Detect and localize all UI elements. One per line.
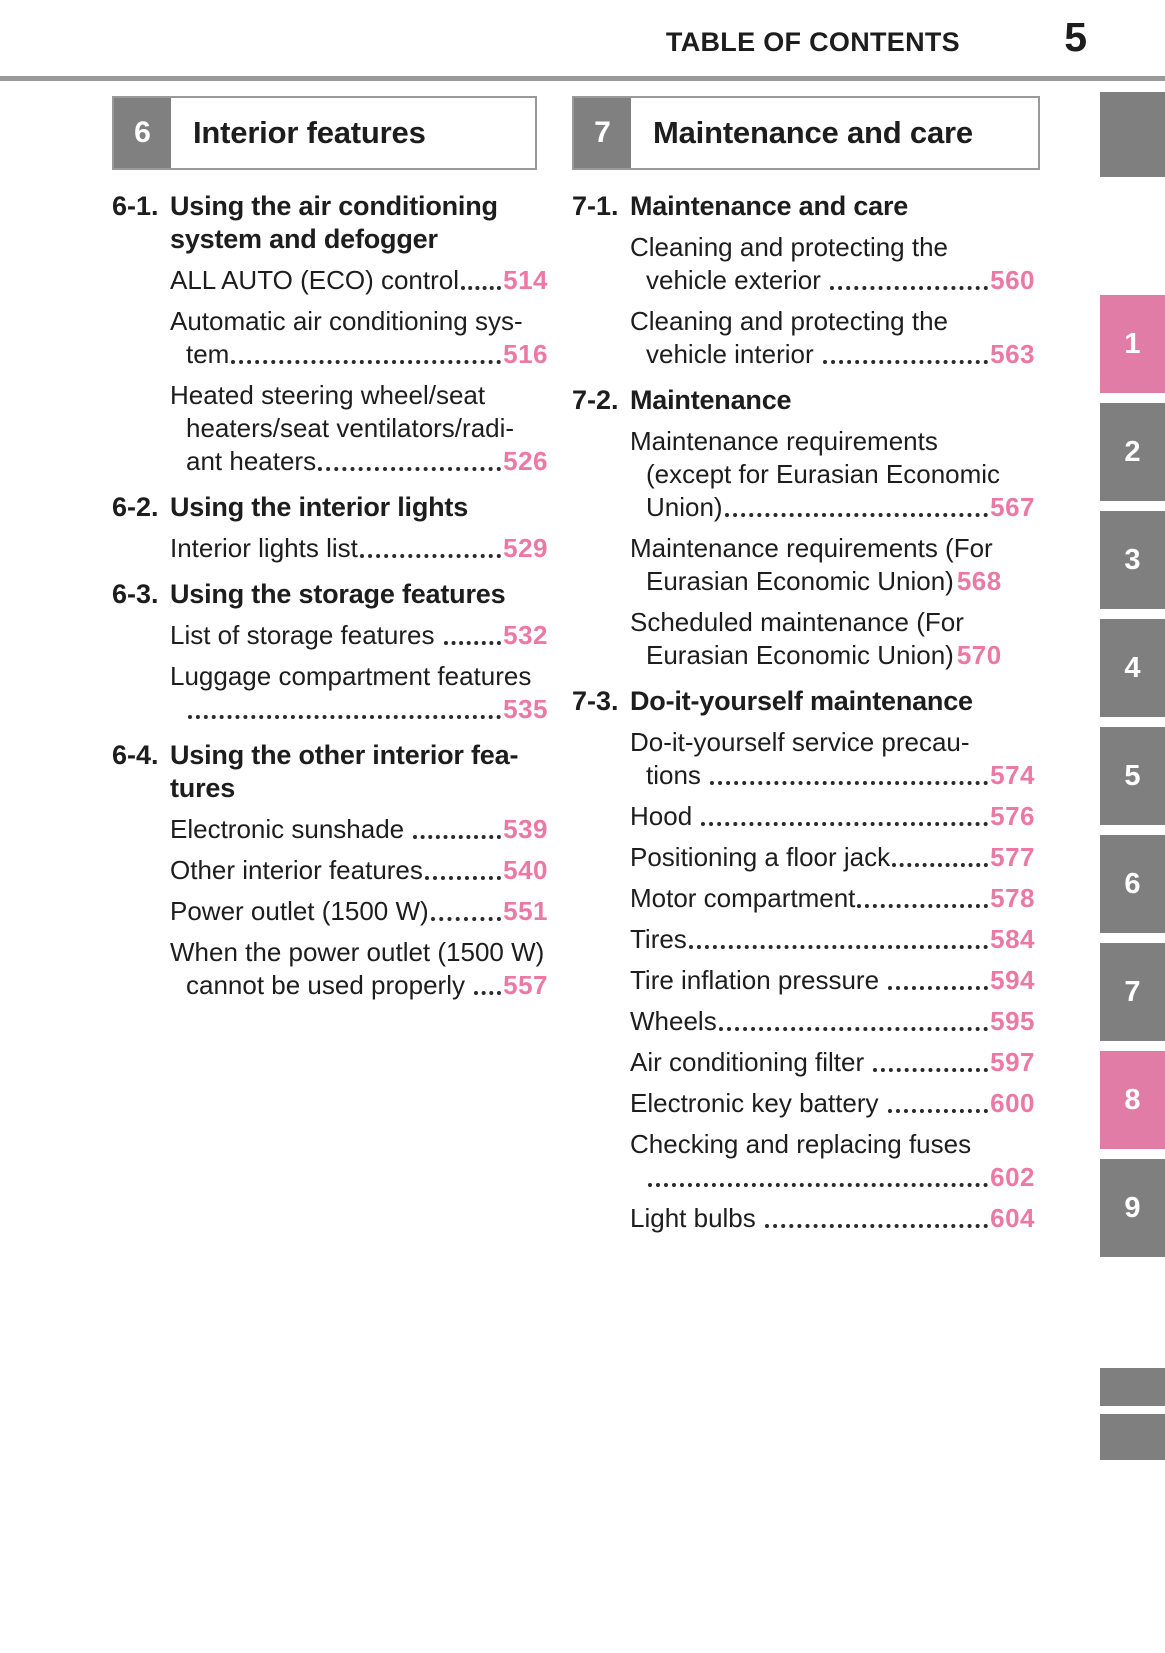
toc-entry-last-line [630, 491, 1035, 524]
dot-leader [431, 917, 501, 921]
toc-entry-page-number: 595 [990, 1006, 1035, 1036]
toc-entry-line [630, 425, 1035, 458]
toc-entry-last-line [170, 445, 548, 478]
toc-entry-text: Electronic sunshade [170, 814, 412, 844]
dot-leader [413, 835, 501, 839]
chapter-tab-6: 6 [1100, 835, 1165, 933]
toc-entry-line [630, 305, 1035, 338]
subsection-heading [112, 491, 548, 524]
dot-leader [318, 467, 501, 471]
dot-leader [360, 554, 501, 558]
subsection-number: 7-1. [572, 191, 619, 221]
toc-entry [630, 923, 1035, 956]
subsection-title-line: system and defogger [170, 224, 438, 254]
toc-entry-page-number: 563 [990, 339, 1035, 369]
chapter-tab-3: 3 [1100, 511, 1165, 609]
toc-entry-line [630, 606, 1035, 639]
subsection-number: 7-2. [572, 385, 619, 415]
toc-entry-text: tions [646, 760, 709, 790]
toc-entry-line [630, 231, 1035, 264]
toc-entry [630, 1087, 1035, 1120]
toc-entry-page-number: 597 [990, 1047, 1035, 1077]
toc-entry-text: Wheels [630, 1006, 717, 1036]
subsection-heading [572, 384, 1035, 417]
sidebar-bottom-block-1 [1100, 1368, 1165, 1406]
toc-entry-page-number: 568 [956, 566, 1002, 596]
toc-entry-text: ALL AUTO (ECO) control [170, 265, 459, 295]
toc-entry [630, 1005, 1035, 1038]
dot-leader [188, 715, 501, 719]
toc-entry-text: cannot be used properly [186, 970, 473, 1000]
subsection-title [170, 491, 468, 524]
toc-entry [170, 854, 548, 887]
dot-leader [710, 781, 988, 785]
subsection-title-line: Maintenance [630, 385, 792, 415]
toc-entry-last-line [630, 882, 1035, 915]
toc-entry-text: Heated steering wheel/seat [170, 380, 486, 410]
toc-entry-page-number: 551 [503, 896, 548, 926]
toc-entry-last-line [630, 338, 1035, 371]
toc-entry-last-line [630, 1087, 1035, 1120]
toc-entry-line [170, 305, 548, 338]
section-title: Interior features [193, 115, 426, 150]
toc-entry [170, 895, 548, 928]
toc-entry-last-line [630, 841, 1035, 874]
subsection-title-line: Using the other interior fea- [170, 740, 519, 770]
toc-entry [170, 660, 548, 726]
dot-leader [873, 1068, 988, 1072]
toc-entry-text: Interior lights list [170, 533, 358, 563]
toc-entry-last-line [630, 1005, 1035, 1038]
toc-entry [170, 264, 548, 297]
toc-entry-text: Union) [646, 492, 723, 522]
chapter-tab-2: 2 [1100, 403, 1165, 501]
toc-entry-page-number: 576 [990, 801, 1035, 831]
toc-entry-text: Air conditioning filter [630, 1047, 872, 1077]
toc-entry-text: Electronic key battery [630, 1088, 886, 1118]
dot-leader [892, 863, 988, 867]
toc-entry-text: vehicle exterior [646, 265, 829, 295]
toc-column-section-7 [572, 96, 1035, 1243]
sidebar-top-block [1100, 92, 1165, 177]
subsection-title [170, 578, 505, 611]
toc-entry-text: vehicle interior [646, 339, 821, 369]
toc-entry-last-line [170, 693, 548, 726]
toc-entry [630, 532, 1035, 598]
subsection-heading [572, 685, 1035, 718]
dot-leader [474, 991, 501, 995]
toc-entry-text: Eurasian Economic Union) [646, 566, 954, 596]
subsection-number: 7-3. [572, 686, 619, 716]
toc-entry-last-line [630, 923, 1035, 956]
chapter-tab-7: 7 [1100, 943, 1165, 1041]
header-title: TABLE OF CONTENTS [665, 27, 960, 57]
toc-entry-text: Tires [630, 924, 687, 954]
subsection-heading [112, 739, 548, 805]
toc-entry [630, 231, 1035, 297]
subsection-title [630, 384, 791, 417]
subsection-heading [112, 190, 548, 256]
toc-entry [170, 305, 548, 371]
subsection-number: 6-3. [112, 579, 159, 609]
toc-entry-text: Scheduled maintenance (For [630, 607, 964, 637]
toc-entry [630, 964, 1035, 997]
toc-entry-page-number: 557 [503, 970, 548, 1000]
subsection-title-line: Do-it-yourself maintenance [630, 686, 973, 716]
toc-entry-text: (except for Eurasian Economic [646, 459, 1001, 489]
toc-entry-page-number: 540 [503, 855, 548, 885]
toc-entry [630, 425, 1035, 524]
toc-entry-page-number: 567 [990, 492, 1035, 522]
toc-entry [630, 882, 1035, 915]
section-header-box [112, 96, 537, 170]
toc-entry-page-number: 514 [503, 265, 548, 295]
dot-leader [823, 360, 988, 364]
dot-leader [648, 1183, 988, 1187]
dot-leader [888, 1109, 988, 1113]
toc-entry-text: Eurasian Economic Union) [646, 640, 954, 670]
toc-entry-page-number: 600 [990, 1088, 1035, 1118]
subsection-number: 6-4. [112, 740, 159, 770]
subsection-heading [572, 190, 1035, 223]
toc-entry-text: Automatic air conditioning sys- [170, 306, 523, 336]
section-number-badge: 7 [574, 98, 631, 168]
toc-entry [630, 1128, 1035, 1194]
chapter-tab-4: 4 [1100, 619, 1165, 717]
toc-entry-last-line [170, 532, 548, 565]
toc-entry-text: Checking and replacing fuses [630, 1129, 972, 1159]
toc-entry-page-number: 539 [503, 814, 548, 844]
toc-entry-last-line [630, 800, 1035, 833]
toc-entry-text: Power outlet (1500 W) [170, 896, 429, 926]
toc-entry-line [630, 726, 1035, 759]
toc-entry-last-line [170, 969, 548, 1002]
toc-entry-text: Other interior features [170, 855, 423, 885]
toc-entry-last-line [630, 1161, 1035, 1194]
toc-entry-page-number: 516 [503, 339, 548, 369]
toc-entry [630, 305, 1035, 371]
toc-entry-text: Cleaning and protecting the [630, 232, 949, 262]
toc-entry [630, 1202, 1035, 1235]
toc-entry [630, 1046, 1035, 1079]
page-number: 5 [1064, 14, 1087, 60]
toc-entry-text: tem [186, 339, 230, 369]
toc-entry-text: Positioning a floor jack [630, 842, 891, 872]
subsection-title [630, 190, 908, 223]
toc-entry-text: List of storage features [170, 620, 442, 650]
toc-entry-text: Do-it-yourself service precau- [630, 727, 970, 757]
toc-entry-text: Tire inflation pressure [630, 965, 887, 995]
chapter-tab-9: 9 [1100, 1159, 1165, 1257]
toc-list [572, 190, 1035, 1235]
header-rule [0, 76, 1165, 81]
toc-entry-page-number: 594 [990, 965, 1035, 995]
toc-entry-last-line [630, 565, 1035, 598]
toc-entry-text: heaters/seat ventilators/radi- [186, 413, 515, 443]
section-title: Maintenance and care [653, 115, 973, 150]
toc-entry-page-number: 532 [503, 620, 548, 650]
toc-entry-last-line [170, 619, 548, 652]
toc-entry [170, 619, 548, 652]
toc-entry [170, 936, 548, 1002]
dot-leader [857, 904, 988, 908]
subsection-title-line: Using the air conditioning [170, 191, 498, 221]
toc-entry-text: Motor compartment [630, 883, 856, 913]
toc-entry-text: Maintenance requirements (For [630, 533, 993, 563]
toc-entry-text: Light bulbs [630, 1203, 763, 1233]
toc-entry-line [170, 660, 548, 693]
toc-entry-text: Luggage compartment features [170, 661, 532, 691]
toc-entry-text: Maintenance requirements [630, 426, 938, 456]
chapter-tab-5: 5 [1100, 727, 1165, 825]
subsection-title-line: Using the storage features [170, 579, 506, 609]
toc-entry-page-number: 584 [990, 924, 1035, 954]
toc-entry-last-line [630, 1046, 1035, 1079]
toc-entry-text: When the power outlet (1500 W) [170, 937, 545, 967]
toc-entry-page-number: 535 [503, 694, 548, 724]
toc-entry [170, 532, 548, 565]
toc-entry-page-number: 602 [990, 1162, 1035, 1192]
toc-entry [630, 841, 1035, 874]
section-number-badge: 6 [114, 98, 171, 168]
toc-entry [630, 606, 1035, 672]
dot-leader [888, 986, 988, 990]
toc-entry-last-line [170, 854, 548, 887]
dot-leader [701, 822, 988, 826]
subsection-title-line: tures [170, 773, 236, 803]
subsection-heading [112, 578, 548, 611]
toc-entry-last-line [170, 813, 548, 846]
chapter-tab-8: 8 [1100, 1051, 1165, 1149]
dot-leader [689, 945, 988, 949]
toc-entry-text: Cleaning and protecting the [630, 306, 949, 336]
toc-entry-page-number: 560 [990, 265, 1035, 295]
toc-entry-line [170, 412, 548, 445]
toc-entry-page-number: 578 [990, 883, 1035, 913]
dot-leader [231, 360, 501, 364]
toc-entry-last-line [170, 895, 548, 928]
toc-entry [630, 726, 1035, 792]
subsection-title [170, 739, 518, 805]
subsection-title-line: Using the interior lights [170, 492, 469, 522]
toc-entry [170, 813, 548, 846]
subsection-title [630, 685, 973, 718]
toc-entry-page-number: 574 [990, 760, 1035, 790]
subsection-number: 6-1. [112, 191, 159, 221]
toc-entry-line [630, 1128, 1035, 1161]
toc-entry [170, 379, 548, 478]
toc-entry-page-number: 604 [990, 1203, 1035, 1233]
dot-leader [830, 286, 988, 290]
toc-entry-page-number: 529 [503, 533, 548, 563]
toc-entry-line [170, 379, 548, 412]
sidebar-bottom-block-2 [1100, 1414, 1165, 1460]
dot-leader [725, 513, 989, 517]
subsection-number: 6-2. [112, 492, 159, 522]
toc-entry-last-line [170, 338, 548, 371]
toc-entry-text: Hood [630, 801, 700, 831]
toc-entry-last-line [170, 264, 548, 297]
dot-leader [425, 876, 501, 880]
subsection-title [170, 190, 498, 256]
toc-entry-last-line [630, 964, 1035, 997]
toc-entry-line [630, 532, 1035, 565]
dot-leader [719, 1027, 988, 1031]
toc-entry-line [170, 936, 548, 969]
toc-entry-last-line [630, 264, 1035, 297]
toc-entry-page-number: 577 [990, 842, 1035, 872]
toc-entry-page-number: 526 [503, 446, 548, 476]
dot-leader [444, 641, 501, 645]
toc-entry-line [630, 458, 1035, 491]
toc-entry-last-line [630, 1202, 1035, 1235]
subsection-title-line: Maintenance and care [630, 191, 909, 221]
section-header-box [572, 96, 1040, 170]
dot-leader [461, 286, 501, 290]
toc-entry [630, 800, 1035, 833]
toc-column-section-6 [112, 96, 548, 1010]
toc-entry-page-number: 570 [956, 640, 1002, 670]
toc-entry-last-line [630, 759, 1035, 792]
chapter-tab-1: 1 [1100, 295, 1165, 393]
toc-entry-last-line [630, 639, 1035, 672]
dot-leader [765, 1224, 988, 1228]
toc-entry-text: ant heaters [186, 446, 317, 476]
toc-list [112, 190, 548, 1002]
